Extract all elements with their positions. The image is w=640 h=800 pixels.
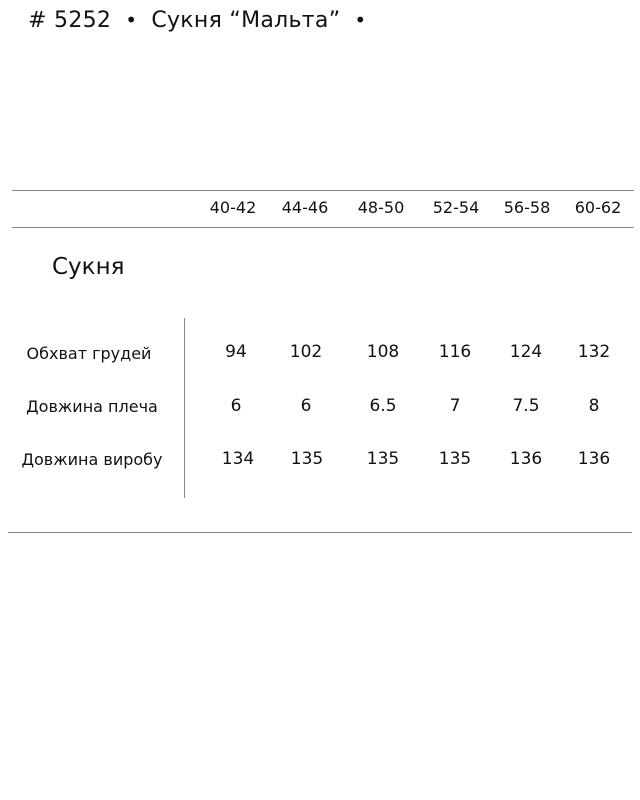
label-column-divider [184,318,185,498]
size-header: 60-62 [574,198,622,217]
size-header: 56-58 [503,198,551,217]
table-cell: 134 [221,449,255,469]
table-cell: 132 [577,342,611,362]
table-cell: 135 [366,449,400,469]
bullet-separator-end: • [354,8,367,32]
row-label: Обхват грудей [26,344,152,363]
row-label: Довжина плеча [26,397,158,416]
header-bottom-rule [12,227,634,228]
table-cell: 6 [230,396,242,416]
table-cell: 94 [225,342,247,362]
table-cell: 8 [588,396,600,416]
table-cell: 7 [449,396,461,416]
section-heading: Сукня [52,254,125,280]
table-cell: 135 [438,449,472,469]
table-cell: 136 [509,449,543,469]
table-cell: 136 [577,449,611,469]
product-code: # 5252 [28,8,112,33]
page-title [28,8,381,33]
table-cell: 7.5 [512,396,540,416]
product-name: Сукня “Мальта” [151,8,341,33]
size-header: 40-42 [209,198,257,217]
table-bottom-rule [8,532,632,533]
table-cell: 116 [438,342,472,362]
size-header: 52-54 [432,198,480,217]
row-label: Довжина виробу [21,450,163,469]
bullet-separator: • [125,8,138,32]
size-header: 48-50 [357,198,405,217]
table-cell: 124 [509,342,543,362]
table-cell: 102 [289,342,323,362]
table-cell: 108 [366,342,400,362]
table-top-rule [12,190,634,191]
table-cell: 6 [300,396,312,416]
size-header: 44-46 [281,198,329,217]
table-cell: 135 [290,449,324,469]
table-cell: 6.5 [369,396,397,416]
